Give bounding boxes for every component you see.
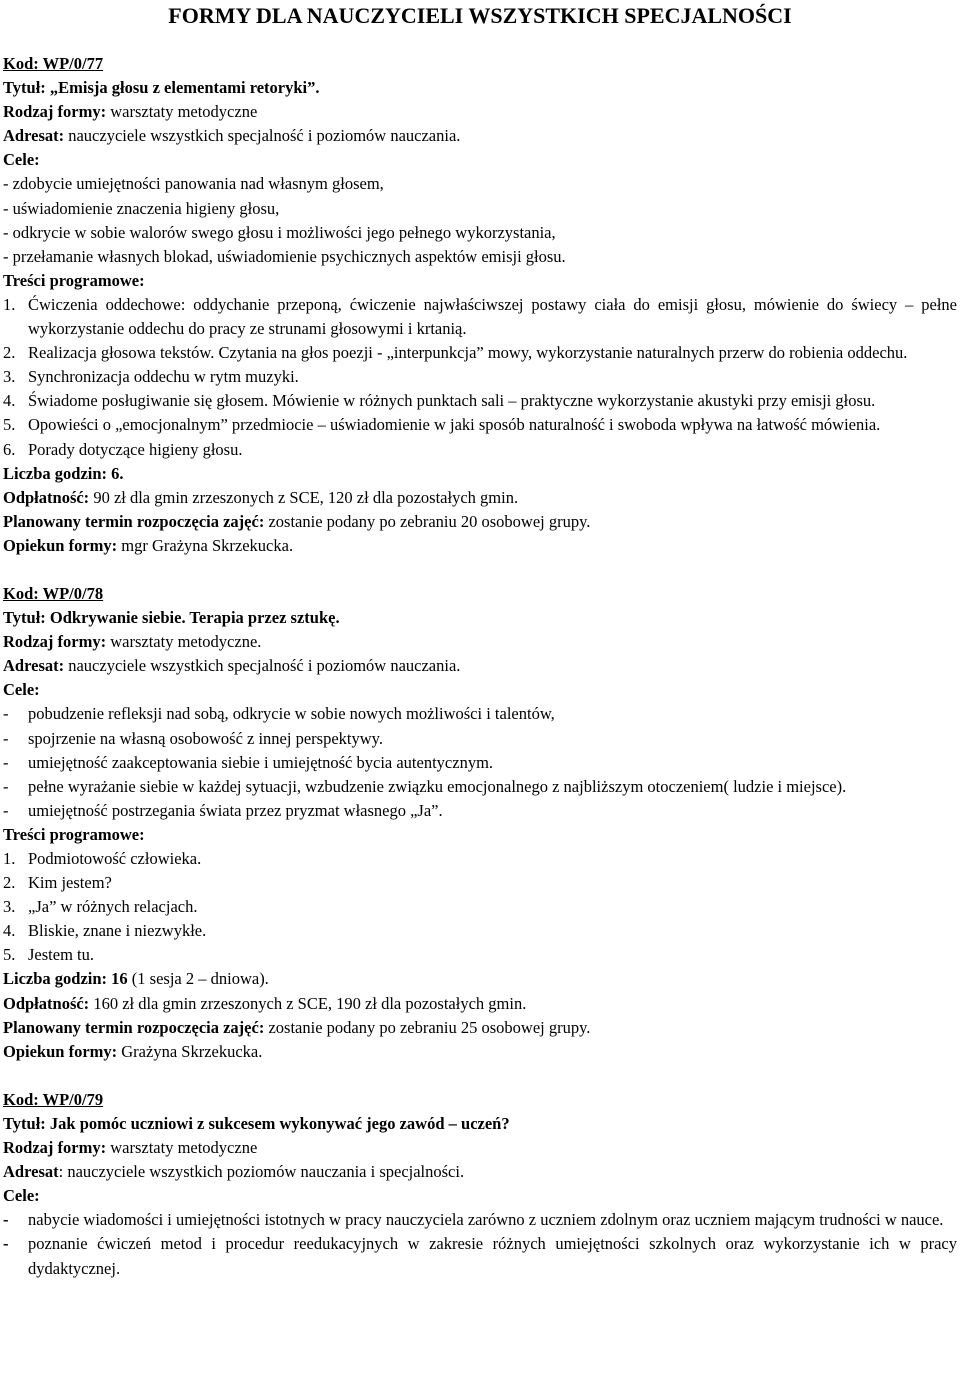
course-code: Kod: WP/0/77 — [3, 54, 104, 73]
start-date-value: zostanie podany po zebraniu 25 osobowej grupy. — [264, 1017, 591, 1037]
course-addressee-label: Adresat — [3, 1162, 59, 1182]
dash-bullet: - — [3, 704, 9, 724]
hours — [3, 967, 957, 991]
course-type-label: Rodzaj formy: — [3, 632, 107, 652]
course-title: Tytuł: Odkrywanie siebie. Terapia przez sztukę. — [3, 608, 340, 628]
course-title: Tytuł: Jak pomóc uczniowi z sukcesem wykonywać jego zawód – uczeń? — [3, 1113, 510, 1133]
dash-bullet: - — [3, 800, 9, 820]
content-item — [3, 293, 957, 341]
fee — [3, 992, 957, 1016]
course-addressee — [3, 124, 957, 148]
hours: Liczba godzin: 6. — [3, 463, 124, 483]
course-code: Kod: WP/0/79 — [3, 1089, 104, 1109]
start-date-value: zostanie podany po zebraniu 20 osobowej grupy. — [264, 511, 591, 531]
content-item-number: 4. — [3, 391, 16, 411]
content-item-text: Jestem tu. — [28, 945, 94, 965]
course-wp-0-77 — [3, 52, 957, 558]
course-wp-0-78 — [3, 582, 957, 1064]
tutor-label: Opiekun formy: — [3, 1041, 118, 1061]
fee-label: Odpłatność: — [3, 487, 90, 507]
goal-text: spojrzenie na własną osobowość z innej perspektywy. — [28, 728, 383, 748]
content-item — [3, 919, 957, 943]
content-item-text: Kim jestem? — [28, 873, 112, 893]
goal-item: - uświadomienie znaczenia higieny głosu, — [3, 198, 280, 218]
goals-heading: Cele: — [3, 150, 40, 170]
goal-item — [3, 775, 957, 799]
content-item — [3, 847, 957, 871]
content-item-text: Bliskie, znane i niezwykłe. — [28, 921, 207, 941]
course-type — [3, 1136, 957, 1160]
content-item — [3, 943, 957, 967]
goal-item — [3, 702, 957, 726]
fee-label: Odpłatność: — [3, 993, 90, 1013]
goal-text: nabycie wiadomości i umiejętności istotnych w pracy nauczyciela zarówno z uczniem zdolnym oraz uczniem mającym trudności w nauce. — [28, 1210, 944, 1230]
course-type-label: Rodzaj formy: — [3, 1138, 107, 1158]
content-item — [3, 895, 957, 919]
content-item-number: 2. — [3, 343, 16, 363]
content-item-number: 1. — [3, 294, 16, 314]
content-item — [3, 438, 957, 462]
goal-text: umiejętność zaakceptowania siebie i umiejętność bycia autentycznym. — [28, 752, 494, 772]
goal-text: umiejętność postrzegania świata przez pryzmat własnego „Ja”. — [28, 800, 443, 820]
goal-text: pełne wyrażanie siebie w każdej sytuacji, wzbudzenie związku emocjonalnego z najbliższym otoczeniem( ludzie i miejsce). — [28, 776, 847, 796]
course-addressee-value: nauczyciele wszystkich specjalność i poziomów nauczania. — [64, 126, 461, 146]
content-item-text: Opowieści o „emocjonalnym” przedmiocie – uświadomienie w jaki sposób naturalność i swoboda wpływa na łatwość mówienia. — [28, 415, 881, 435]
course-type — [3, 100, 957, 124]
content-item-number: 6. — [3, 439, 16, 459]
content-item — [3, 413, 957, 437]
goal-text: pobudzenie refleksji nad sobą, odkrycie w sobie nowych możliwości i talentów, — [28, 704, 555, 724]
dash-bullet: - — [3, 752, 9, 772]
content-heading: Treści programowe: — [3, 824, 145, 844]
goal-text: poznanie ćwiczeń metod i procedur reedukacyjnych w zakresie różnych umiejętności szkolnych oraz wykorzystanie ich w pracy dydaktycznej. — [28, 1234, 957, 1278]
dash-bullet: - — [3, 1234, 9, 1254]
content-item-number: 5. — [3, 415, 16, 435]
content-item-number: 5. — [3, 945, 16, 965]
start-date-label: Planowany termin rozpoczęcia zajęć: — [3, 511, 265, 531]
content-item-number: 2. — [3, 873, 16, 893]
dash-bullet: - — [3, 776, 9, 796]
content-item-number: 1. — [3, 849, 16, 868]
content-item-text: Realizacja głosowa tekstów. Czytania na głos poezji - „interpunkcja” mowy, wykorzystanie naturalnych przerw do robienia oddechu. — [28, 343, 908, 363]
dash-bullet: - — [3, 728, 9, 748]
content-item-text: „Ja” w różnych relacjach. — [28, 897, 198, 917]
dash-bullet: - — [3, 1210, 9, 1230]
tutor-label: Opiekun formy: — [3, 535, 118, 555]
goal-item: - odkrycie w sobie walorów swego głosu i możliwości jego pełnego wykorzystania, — [3, 222, 556, 242]
course-type-value: warsztaty metodyczne. — [106, 632, 262, 652]
fee-value: 90 zł dla gmin zrzeszonych z SCE, 120 zł dla pozostałych gmin. — [89, 487, 519, 507]
course-type-value: warsztaty metodyczne — [106, 102, 258, 122]
tutor-value: mgr Grażyna Skrzekucka. — [117, 535, 294, 555]
course-addressee-label: Adresat: — [3, 126, 65, 146]
course-type-value: warsztaty metodyczne — [106, 1138, 258, 1158]
tutor — [3, 1040, 957, 1064]
content-item — [3, 365, 957, 389]
start-date-label: Planowany termin rozpoczęcia zajęć: — [3, 1017, 265, 1037]
content-item-text: Synchronizacja oddechu w rytm muzyki. — [28, 367, 299, 387]
fee-value: 160 zł dla gmin zrzeszonych z SCE, 190 zł dla pozostałych gmin. — [89, 993, 527, 1013]
fee — [3, 486, 957, 510]
content-heading: Treści programowe: — [3, 270, 145, 290]
content-item-number: 3. — [3, 367, 16, 387]
course-wp-0-79 — [3, 1088, 957, 1281]
goal-item — [3, 1208, 957, 1232]
content-item-text: Porady dotyczące higieny głosu. — [28, 439, 243, 459]
course-addressee-label: Adresat: — [3, 656, 65, 676]
course-type-label: Rodzaj formy: — [3, 102, 107, 122]
course-addressee-value: : nauczyciele wszystkich poziomów nauczania i specjalności. — [58, 1162, 465, 1182]
tutor-value: Grażyna Skrzekucka. — [117, 1041, 263, 1061]
content-item-text: Ćwiczenia oddechowe: oddychanie przeponą, ćwiczenie najwłaściwszej postawy ciała do emisji głosu, mówienie do świecy – pełne wykorzystanie oddechu do pracy ze strunami głosowymi i krtanią. — [28, 294, 957, 339]
course-addressee-value: nauczyciele wszystkich specjalność i poziomów nauczania. — [64, 656, 461, 676]
page-title: FORMY DLA NAUCZYCIELI WSZYSTKICH SPECJALNOŚCI — [168, 3, 792, 28]
content-item-number: 4. — [3, 921, 16, 941]
start-date — [3, 1016, 957, 1040]
content-item — [3, 871, 957, 895]
hours-value: (1 sesja 2 – dniowa). — [127, 969, 269, 989]
goal-item — [3, 751, 957, 775]
goal-item: - zdobycie umiejętności panowania nad własnym głosem, — [3, 174, 384, 194]
tutor — [3, 534, 957, 558]
goal-item: - przełamanie własnych blokad, uświadomienie psychicznych aspektów emisji głosu. — [3, 246, 566, 266]
goal-item — [3, 799, 957, 823]
course-type — [3, 630, 957, 654]
goals-heading: Cele: — [3, 1186, 40, 1206]
start-date — [3, 510, 957, 534]
course-addressee — [3, 1160, 957, 1184]
content-item — [3, 389, 957, 413]
course-code: Kod: WP/0/78 — [3, 583, 104, 603]
content-item-text: Podmiotowość człowieka. — [28, 849, 202, 868]
course-title: Tytuł: „Emisja głosu z elementami retoryki”. — [3, 78, 320, 98]
content-item — [3, 341, 957, 365]
content-item-number: 3. — [3, 897, 16, 917]
content-item-text: Świadome posługiwanie się głosem. Mówienie w różnych punktach sali – praktyczne wykorzystanie akustyki przy emisji głosu. — [28, 391, 876, 411]
goal-item — [3, 727, 957, 751]
course-addressee — [3, 654, 957, 678]
hours-label: Liczba godzin: 16 — [3, 969, 128, 989]
goal-item — [3, 1232, 957, 1280]
goals-heading: Cele: — [3, 680, 40, 700]
